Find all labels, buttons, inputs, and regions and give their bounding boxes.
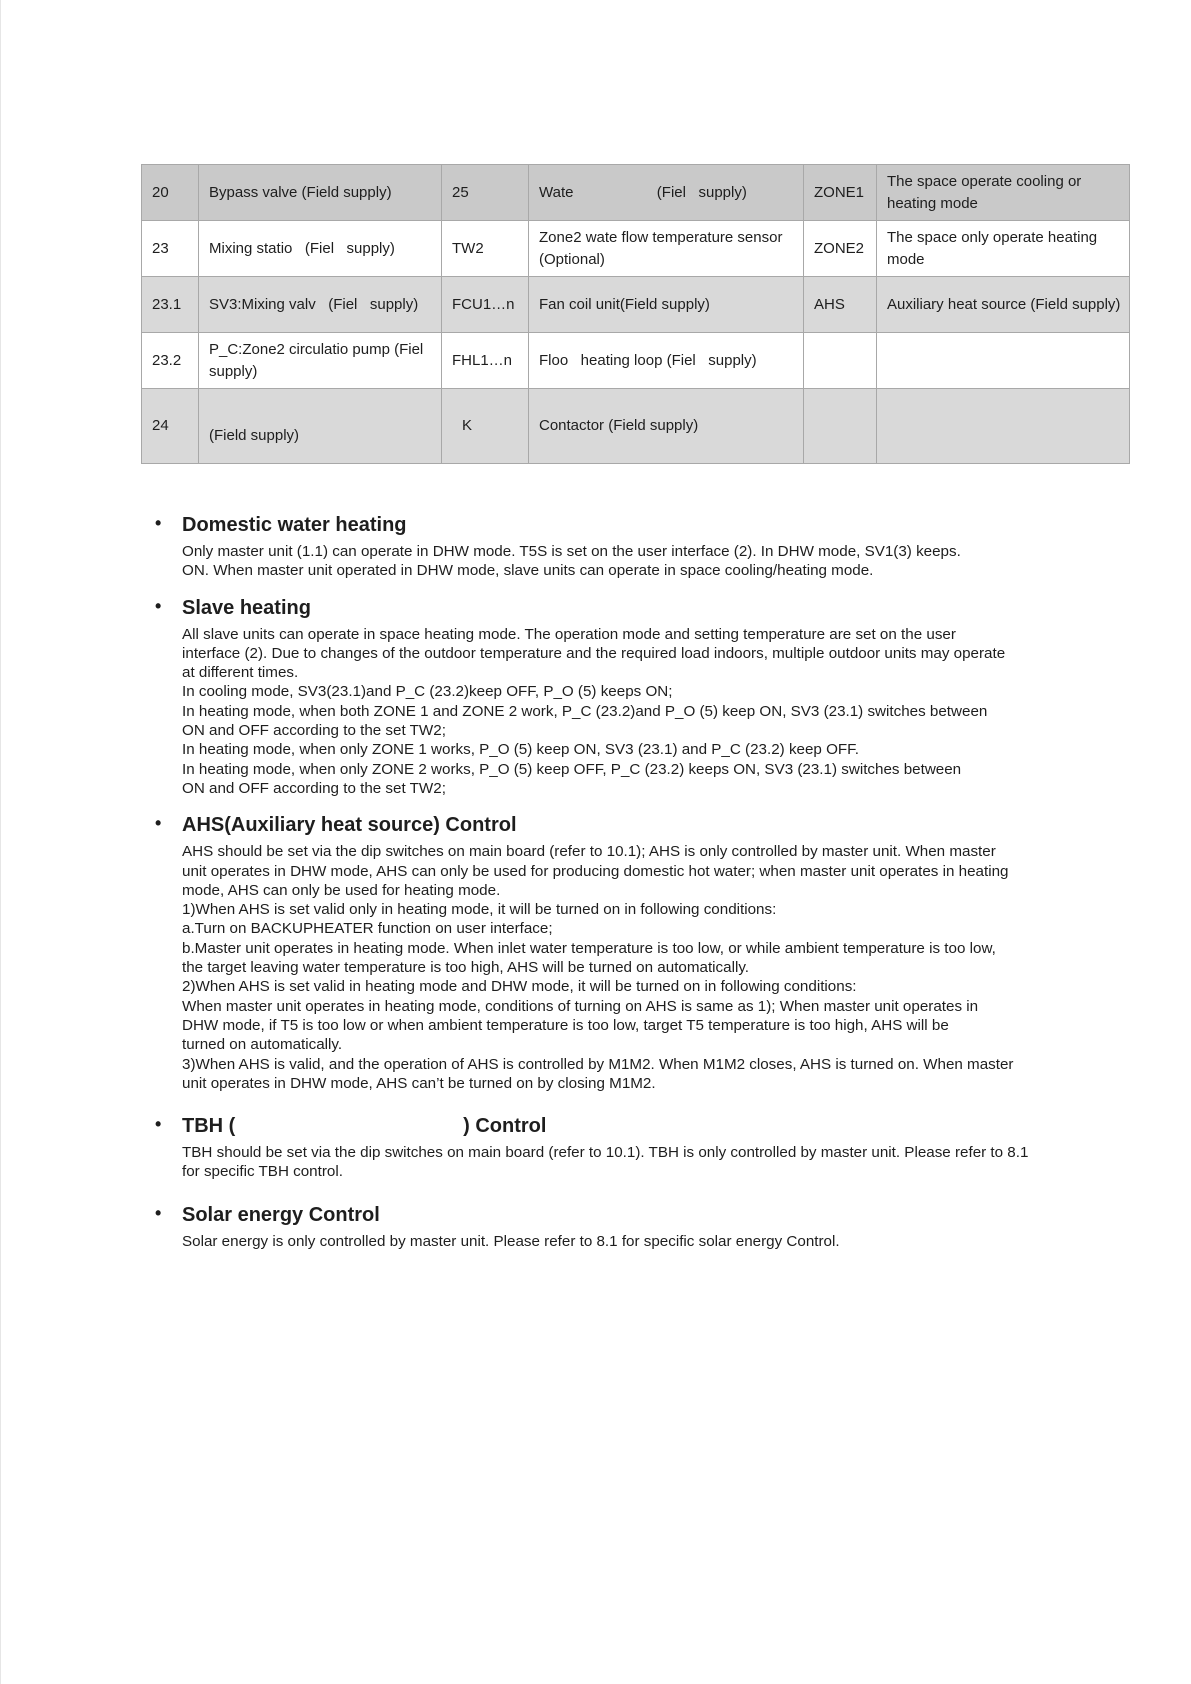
item-number: AHS [804,277,877,333]
item-number: 25 [442,165,529,221]
item-description: Bypass valve (Field supply) [199,165,442,221]
item-description: SV3:Mixing valv (Fiel supply) [199,277,442,333]
item-description: Mixing statio (Fiel supply) [199,221,442,277]
item-number: FHL1…n [442,333,529,389]
section-tbh-control [155,1113,1085,1182]
section-title: Domestic water heating [182,514,407,536]
item-description: Fan coil unit(Field supply) [529,277,804,333]
section-body: Only master unit (1.1) can operate in DHW mode. T5S is set on the user interface (2). In DHW mode, SV1(3) keeps. ON. When master unit operated in DHW mode, slave units can operate in space cooling/heating mode. [182,543,961,580]
table-row [142,165,1130,221]
item-number: 23.1 [142,277,199,333]
table-row [142,277,1130,333]
item-description: Zone2 wate flow temperature sensor (Optional) [529,221,804,277]
item-number: FCU1…n [442,277,529,333]
section-title: Slave heating [182,596,311,619]
item-description: Wate (Fiel supply) [529,165,804,221]
item-number: ZONE1 [804,165,877,221]
table-row [142,389,1130,464]
item-number: 20 [142,165,199,221]
item-number: ZONE2 [804,221,877,277]
item-number: 24 [142,389,199,464]
section-title: TBH ( ) Control [182,1115,547,1138]
component-legend-table [141,164,1130,464]
item-number: TW2 [442,221,529,277]
section-title: AHS(Auxiliary heat source) Control [182,814,517,837]
item-description: Contactor (Field supply) [529,389,804,464]
item-description: Auxiliary heat source (Field supply) [877,277,1130,333]
item-description: The space operate cooling or heating mode [877,165,1130,221]
bullet-icon: • [155,595,162,616]
section-solar-energy-control [155,1202,1085,1251]
section-body: AHS should be set via the dip switches on main board (refer to 10.1); AHS is only controlled by master unit. When master unit operates in DHW mode, AHS can only be used for producing domestic hot water; when master unit operates in heating mode, AHS can only be used for heating mode. 1)When AHS is set valid only in heating mode, it will be turned on in following conditions: a.Turn on BACKUPHEATER function on user interface; b.Master unit operates in heating mode. When inlet water temperature is too low, or while ambient temperature is too low, the target leaving water temperature is too high, AHS will be turned on automatically. 2)When AHS is set valid in heating mode and DHW mode, it will be turned on in following conditions: When master unit operates in heating mode, conditions of turning on AHS is same as 1); When master unit operates in DHW mode, if T5 is too low or when ambient temperature is too low, target T5 temperature is too high, AHS will be turned on automatically. 3)When AHS is valid, and the operation of AHS is controlled by M1M2. When M1M2 closes, AHS is turned on. When master unit operates in DHW mode, AHS can’t be turned on by closing M1M2. [182,843,1014,1092]
section-body: All slave units can operate in space heating mode. The operation mode and setting temperature are set on the user interface (2). Due to changes of the outdoor temperature and the required load indoors, multiple outdoor units may operate at different times. In cooling mode, SV3(23.1)and P_C (23.2)keep OFF, P_O (5) keeps ON; In heating mode, when both ZONE 1 and ZONE 2 work, P_C (23.2)and P_O (5) keep ON, SV3 (23.1) switches between ON and OFF according to the set TW2; In heating mode, when only ZONE 1 works, P_O (5) keep ON, SV3 (23.1) and P_C (23.2) keep OFF. In heating mode, when only ZONE 2 works, P_O (5) keep OFF, P_C (23.2) keeps ON, SV3 (23.1) switches between ON and OFF according to the set TW2; [182,625,1006,797]
table-row [142,333,1130,389]
item-number [804,389,877,464]
sections [155,512,1085,1251]
section-body: TBH should be set via the dip switches on main board (refer to 10.1). TBH is only controlled by master unit. Please refer to 8.1 for specific TBH control. [182,1144,1029,1181]
item-number: K [442,389,529,464]
bullet-icon: • [155,1202,162,1223]
page-border [0,0,1,1684]
item-number: 23 [142,221,199,277]
bullet-icon: • [155,813,162,834]
section-title: Solar energy Control [182,1203,380,1226]
bullet-icon: • [155,1114,162,1135]
item-description: (Field supply) [199,389,442,464]
item-description: P_C:Zone2 circulatio pump (Fiel supply) [199,333,442,389]
item-description: The space only operate heating mode [877,221,1130,277]
section-domestic-water-heating [155,512,1085,581]
item-number [804,333,877,389]
table-row [142,221,1130,277]
section-slave-heating [155,595,1085,799]
section-ahs-control [155,812,1085,1093]
item-description: Floo heating loop (Fiel supply) [529,333,804,389]
bullet-icon: • [155,513,162,533]
item-description [877,333,1130,389]
section-body: Solar energy is only controlled by master unit. Please refer to 8.1 for specific solar energy Control. [182,1232,840,1250]
item-description [877,389,1130,464]
item-number: 23.2 [142,333,199,389]
